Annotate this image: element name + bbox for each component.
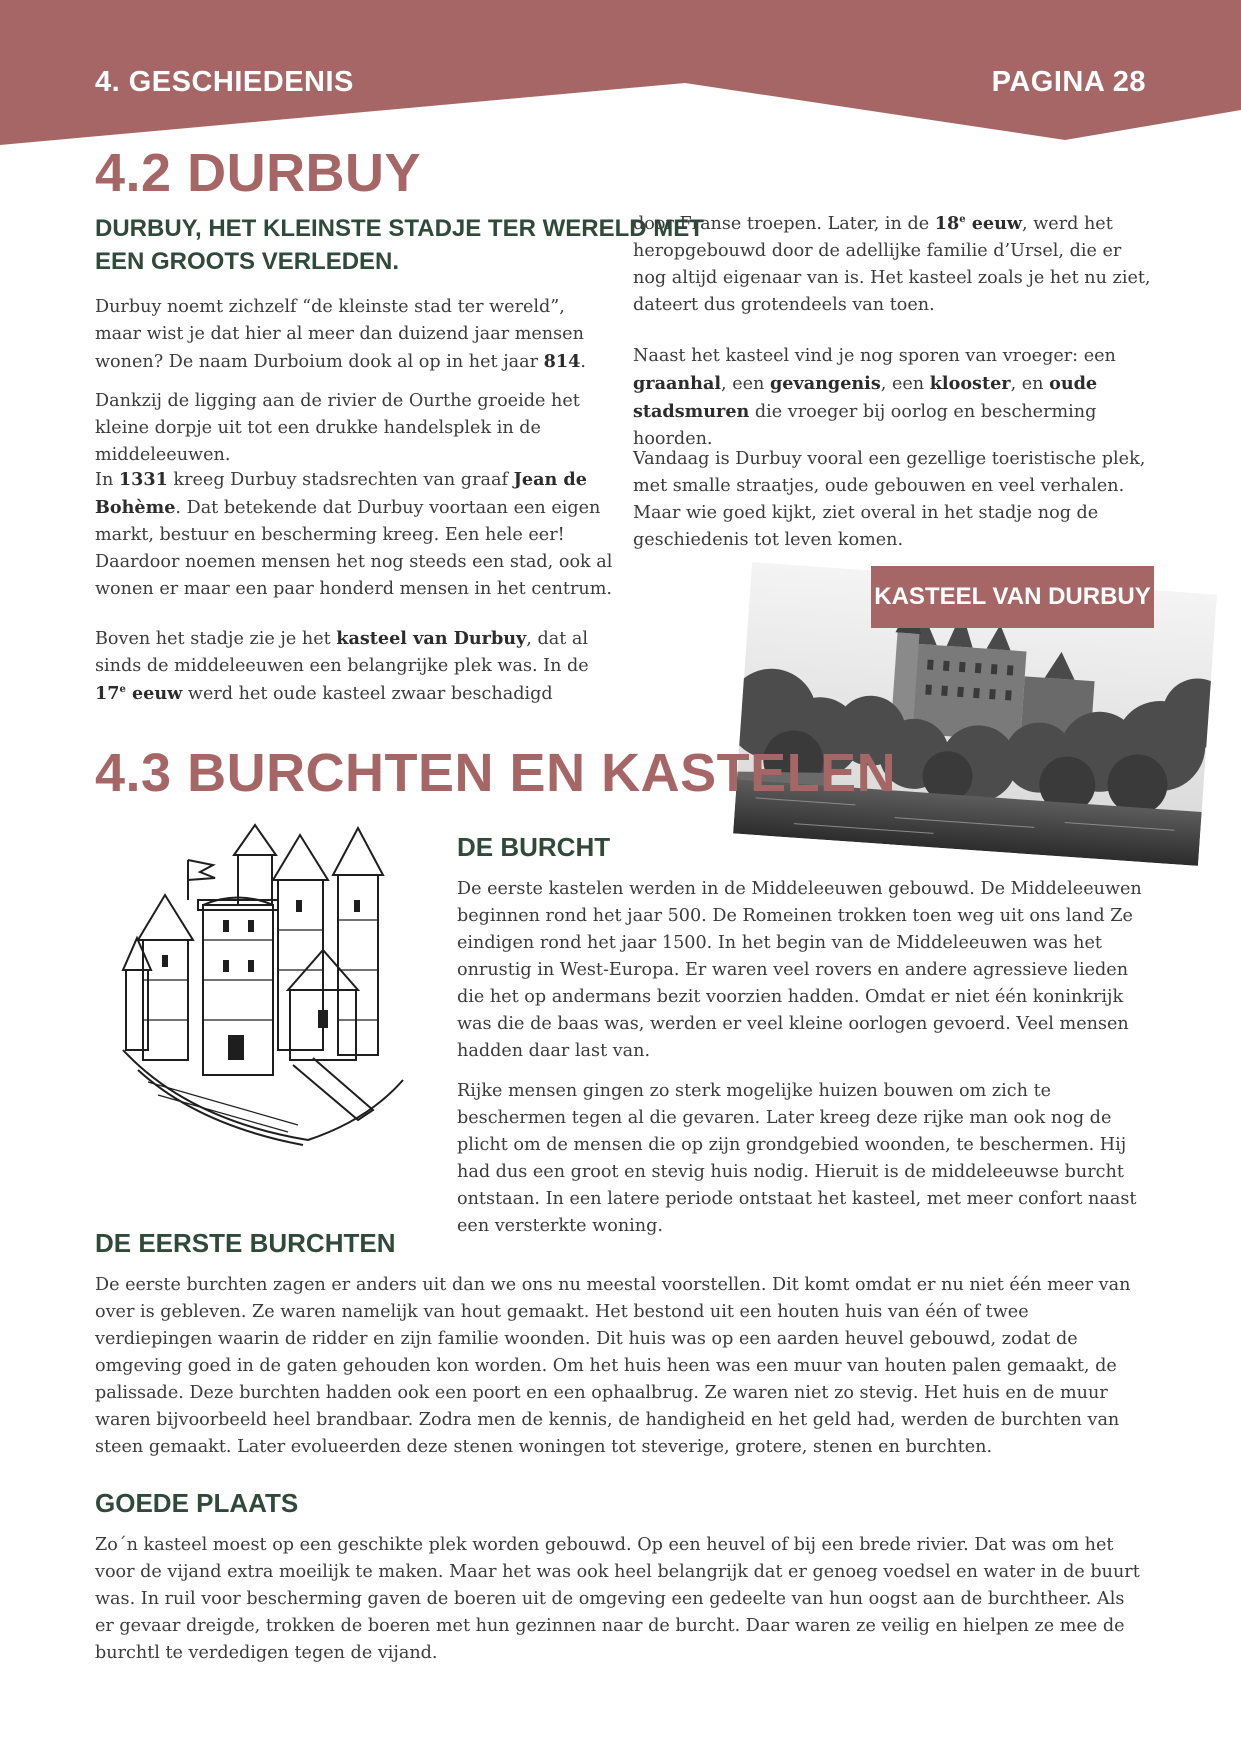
section-title-burchten: 4.3 BURCHTEN EN KASTELEN [95, 743, 897, 803]
castle-illustration [118, 820, 408, 1155]
durbuy-paragraph-4: Boven het stadje zie je het kasteel van Durbuy, dat al sinds de middeleeuwen een belangrijke plek was. In de 17e eeuw werd het oude kasteel zwaar beschadigd [95, 628, 589, 704]
durbuy-subtitle [95, 212, 704, 278]
section-title-durbuy: 4.2 DURBUY [95, 143, 422, 203]
goede-plaats-paragraph: Zo´n kasteel moest op een geschikte plek worden gebouwd. Op een heuvel of bij een brede rivier. Dat was om het voor de vijand extra moeilijk te maken. Maar het was ook heel belangrijk dat er genoeg voedsel en water in de buurt was. In ruil voor bescherming gaven de boeren uit de omgeving een gedeelte van hun oogst aan de burchtheer. Als er gevaar dreigde, trokken de boeren met hun gezinnen naar de burcht. Daar waren ze veilig en hielpen ze mee de burchtl te verdedigen tegen de vijand. [95, 1535, 1140, 1663]
durbuy-paragraph-1: Durbuy noemt zichzelf “de kleinste stad ter wereld”, maar wist je dat hier al meer dan duizend jaar mensen wonen? De naam Durboium dook al op in het jaar 814. [95, 297, 586, 372]
de-burcht-paragraph-2: Rijke mensen gingen zo sterk mogelijke huizen bouwen om zich te beschermen tegen al die gevaren. Later kreeg deze rijke man ook nog de plicht om de mensen die op zijn grondgebied woonden, te beschermen. Hij had dus een groot en stevig huis nodig. Hieruit is de middeleeuwse burcht ontstaan. In een latere periode ontstaat het kasteel, met meer confort naast een versterkte woning. [457, 1081, 1137, 1236]
page-number: PAGINA 28 [991, 66, 1146, 98]
durbuy-paragraph-7: Vandaag is Durbuy vooral een gezellige toeristische plek, met smalle straatjes, oude gebouwen en veel verhalen. Maar wie goed kijkt, ziet overal in het stadje nog de geschiedenis tot leven komen. [633, 449, 1146, 550]
chapter-label: 4. GESCHIEDENIS [95, 66, 354, 98]
durbuy-paragraph-5: door Franse troepen. Later, in de 18e eeuw, werd het heropgebouwd door de adellijke familie d’Ursel, die er nog altijd eigenaar van is. Het kasteel zoals je het nu ziet, dateert dus grotendeels van toen. [633, 213, 1151, 315]
photo-caption: KASTEEL VAN DURBUY [871, 566, 1154, 628]
eerste-burchten-paragraph: De eerste burchten zagen er anders uit dan we ons nu meestal voorstellen. Dit komt omdat er nu niet één meer van over is gebleven. Ze waren namelijk van hout gemaakt. Het bestond uit een houten huis van één of twee verdiepingen waarin de ridder en zijn familie woonden. Dit huis was op een aarden heuvel gebouwd, zodat de omgeving goed in de gaten gehouden kon worden. Om het huis heen was een muur van houten palen gemaakt, de palissade. Deze burchten hadden ook een poort en een ophaalbrug. Ze waren niet zo stevig. Het huis en de muur waren bijvoorbeeld heel brandbaar. Zodra men de kennis, de handigheid en het geld had, werden de burchten van steen gemaakt. Later evolueerden deze stenen woningen tot steverige, grotere, stenen en burchten. [95, 1275, 1131, 1457]
heading-eerste-burchten: DE EERSTE BURCHTEN [95, 1228, 396, 1258]
de-burcht-paragraph-1: De eerste kastelen werden in de Middeleeuwen gebouwd. De Middeleeuwen beginnen rond het jaar 500. De Romeinen trokken toen weg uit ons land Ze eindigen rond het jaar 1500. In het begin van de Middeleeuwen was het onrustig in West-Europa. Er waren veel rovers en andere agressieve lieden die het op andermans bezit voorzien hadden. Omdat er niet één koninkrijk was die de baas was, werden er veel kleine oorlogen gevoerd. Veel mensen hadden daar last van. [457, 879, 1142, 1061]
durbuy-subtitle-line2: EEN GROOTS VERLEDEN. [95, 248, 400, 275]
durbuy-paragraph-2: Dankzij de ligging aan de rivier de Ourthe groeide het kleine dorpje uit tot een drukke handelsplek in de middeleeuwen. [95, 391, 580, 465]
durbuy-subtitle-line1: DURBUY, HET KLEINSTE STADJE TER WERELD MET [95, 215, 704, 242]
heading-de-burcht: DE BURCHT [457, 832, 611, 862]
heading-goede-plaats: GOEDE PLAATS [95, 1488, 299, 1518]
durbuy-paragraph-3: In 1331 kreeg Durbuy stadsrechten van graaf Jean de Bohème. Dat betekende dat Durbuy voortaan een eigen markt, bestuur en bescherming kreeg. Een hele eer! Daardoor noemen mensen het nog steeds een stad, ook al wonen er maar een paar honderd mensen in het centrum. [95, 469, 613, 599]
durbuy-paragraph-6: Naast het kasteel vind je nog sporen van vroeger: een graanhal, een gevangenis, een klooster, en oude stadsmuren die vroeger bij oorlog en bescherming hoorden. [633, 346, 1116, 449]
